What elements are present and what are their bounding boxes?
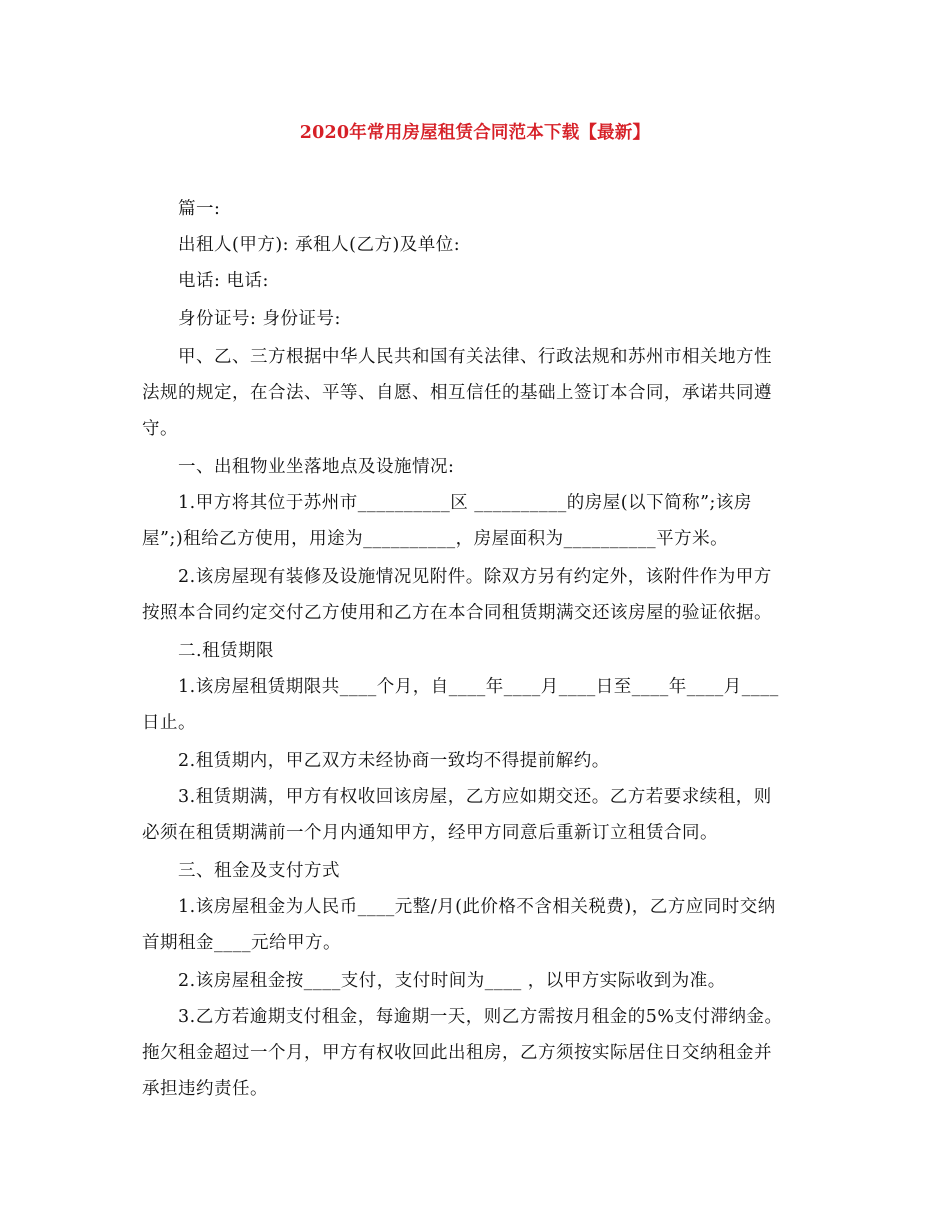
clause-2-1-line-2: 日止。 xyxy=(142,713,196,733)
parties-line: 出租人(甲方): 承租人(乙方)及单位: xyxy=(178,235,461,255)
clause-3-1-line-1: 1.该房屋租金为人民币____元整/月(此价格不含相关税费)，乙方应同时交纳 xyxy=(178,897,776,917)
section-heading-2: 二.租赁期限 xyxy=(178,641,275,661)
clause-3-3-line-2: 拖欠租金超过一个月，甲方有权收回此出租房，乙方须按实际居住日交纳租金并 xyxy=(142,1043,772,1063)
id-number-line: 身份证号: 身份证号: xyxy=(178,309,341,329)
clause-1-1-line-1: 1.甲方将其位于苏州市__________区 __________的房屋(以下简称”;该房 xyxy=(178,493,752,513)
preamble-line-1: 甲、乙、三方根据中华人民共和国有关法律、行政法规和苏州市相关地方性 xyxy=(178,347,772,367)
section-heading-3: 三、租金及支付方式 xyxy=(178,861,340,881)
section-label-pian-yi: 篇一: xyxy=(178,199,221,219)
preamble-line-2: 法规的规定，在合法、平等、自愿、相互信任的基础上签订本合同，承诺共同遵 xyxy=(142,383,772,403)
phone-line: 电话: 电话: xyxy=(178,271,269,291)
clause-2-3-line-2: 必须在租赁期满前一个月内通知甲方，经甲方同意后重新订立租赁合同。 xyxy=(142,823,718,843)
document-title: 2020年常用房屋租赁合同范本下载【最新】 xyxy=(299,123,651,143)
clause-1-1-line-2: 屋”;)租给乙方使用，用途为__________，房屋面积为__________平方米。 xyxy=(142,529,729,549)
clause-1-2-line-1: 2.该房屋现有装修及设施情况见附件。除双方另有约定外，该附件作为甲方 xyxy=(178,567,772,587)
clause-3-1-line-2: 首期租金____元给甲方。 xyxy=(142,933,341,953)
clause-2-1-line-1: 1.该房屋租赁期限共____个月，自____年____月____日至____年____月____ xyxy=(178,677,779,697)
clause-1-2-line-2: 按照本合同约定交付乙方使用和乙方在本合同租赁期满交还该房屋的验证依据。 xyxy=(142,603,772,623)
section-heading-1: 一、出租物业坐落地点及设施情况: xyxy=(178,457,455,477)
clause-2-3-line-1: 3.租赁期满，甲方有权收回该房屋，乙方应如期交还。乙方若要求续租，则 xyxy=(178,787,772,807)
preamble-line-3: 守。 xyxy=(142,419,178,439)
clause-2-2: 2.租赁期内，甲乙双方未经协商一致均不得提前解约。 xyxy=(178,751,610,771)
clause-3-3-line-1: 3.乙方若逾期支付租金，每逾期一天，则乙方需按月租金的5%支付滞纳金。 xyxy=(178,1007,783,1027)
clause-3-3-line-3: 承担违约责任。 xyxy=(142,1079,268,1099)
clause-3-2: 2.该房屋租金按____支付，支付时间为____ ，以甲方实际收到为准。 xyxy=(178,971,726,991)
